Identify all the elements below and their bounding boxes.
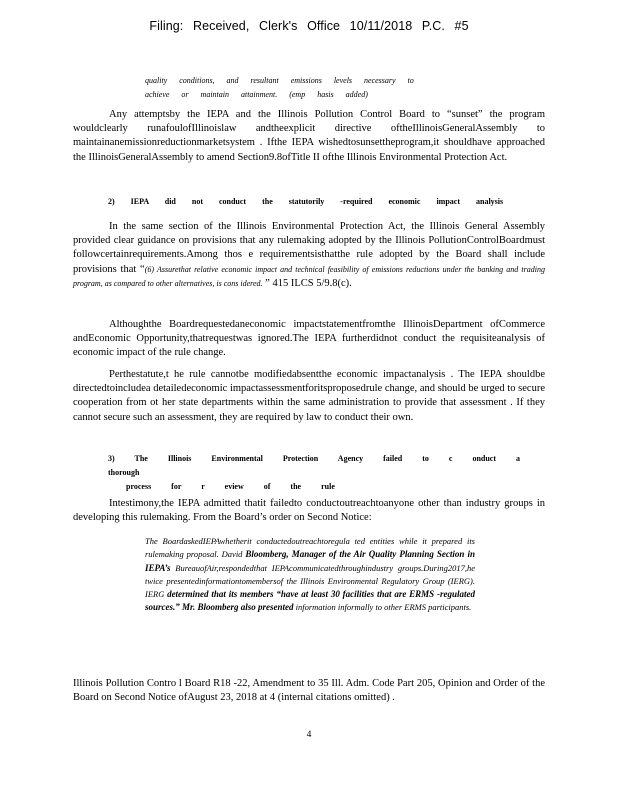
blockquote-text: information informally to other ERMS participants. bbox=[295, 602, 472, 613]
blockquote-emphasis: Bloomberg, Manager of the Air Quality Planning Section in IEPA’s bbox=[145, 549, 476, 573]
filing-header: Filing: Received, Clerk's Office 10/11/2018 P.C. #5 bbox=[149, 19, 469, 33]
page-number: 4 bbox=[306, 730, 312, 740]
paragraph-citation bbox=[73, 677, 545, 705]
paragraph-text: Althoughthe Boardrequestedaneconomic impactstatementfromthe IllinoisDepartment ofCommerce andEconomic Opportunity,thatrequestwas ignored.The IEPA furtherdidnot conduct the requisiteanalysis of economic impact of the rule change. bbox=[73, 319, 545, 359]
paragraph-text: Illinois Pollution Contro l Board R18 -22, Amendment to 35 Ill. Adm. Code Part 205, Opinion and Order of the Board on Second Notice ofAugust 23, 2018 at 4 (internal citations omitted) . bbox=[73, 678, 545, 704]
quote-line-1: quality conditions, and resultant emissions levels necessary to bbox=[145, 76, 414, 85]
blockquote-text: BureauofAir,respondedthat IEPAcommunicatedthroughindustry groups.During2017,he twice presentedinformationtomembersof the Illinois Environmental Regulatory Group (IERG). IERG bbox=[145, 562, 475, 600]
paragraph-text: Any attemptsby the IEPA and the Illinois Pollution Control Board to “sunset” the program wouldclearly runafoulofIllinoislaw andtheexplicit directive oftheIllinoisGeneralAssembly to maintainanemissionreductionmarketsystem . Ifthe IEPA wishedtosunsettheprogram,it shouldhave approached the IllinoisGeneralAssembly to amend Section9.8ofTitle II ofthe Illinois Environmental Protection Act. bbox=[73, 109, 545, 163]
paragraph-sunset-argument bbox=[73, 108, 545, 165]
statute-quote-excerpt bbox=[145, 74, 445, 102]
paragraph-text: Perthestatute,t he rule cannotbe modifiedabsentthe economic impactanalysis . The IEPA shouldbe directedtoincludea detailedeconomic impactassessmentforitsproposedrule change, and should be urged to secure cooperation from ot her state departments within the same administration to provide that assessment . If they cannot secure such an assessment, they are required by law to conduct their own. bbox=[73, 369, 545, 423]
paragraph-statute-remedy bbox=[73, 368, 545, 425]
quote-line-2: achieve or maintain attainment. (emp hasis added) bbox=[145, 90, 368, 99]
blockquote-text: The BoardaskedIEPAwhetherit conductedoutreachtoregula ted entities while it prepared its rulemaking proposal. David bbox=[145, 536, 475, 560]
statute-citation: ” 415 ILCS 5/9.8(c). bbox=[262, 277, 352, 289]
blockquote-emphasis: determined that its members “have at least 30 facilities that are ERMS -regulated sources.” Mr. Bloomberg also presented bbox=[145, 589, 475, 613]
board-order-blockquote bbox=[145, 535, 475, 615]
paragraph-dceo-request bbox=[73, 318, 545, 361]
heading-line-1: 3) The Illinois Environmental Protection Agency failed to c onduct a thorough bbox=[108, 454, 521, 477]
paragraph-statutory-requirement bbox=[73, 220, 545, 291]
section-heading-economic-impact: 2) IEPA did not conduct the statutorily -required economic impact analysis bbox=[108, 197, 504, 206]
statute-quote-inline: (6) Assurethat relative economic impact and technical feasibility of emissions reductions under the banking and trading program, as compared to other alternatives, is cons idered. bbox=[73, 264, 545, 288]
paragraph-text: Intestimony,the IEPA admitted thatit failedto conductoutreachtoanyone other than industry groups in developing this rulemaking. From the Board’s order on Second Notice: bbox=[73, 498, 545, 524]
paragraph-text: In the same section of the Illinois Environmental Protection Act, the Illinois General Assembly provided clear guidance on provisions that any rulemaking adopted by the Illinois PollutionControlBoardmust followcertainrequirements.Among thos e requirementsisthatthe rule adopted by the Board shall include provisions that “ bbox=[73, 221, 545, 275]
paragraph-outreach-testimony bbox=[73, 497, 545, 525]
section-heading-review-process bbox=[108, 452, 523, 494]
heading-line-2: process for r eview of the rule bbox=[126, 482, 335, 491]
